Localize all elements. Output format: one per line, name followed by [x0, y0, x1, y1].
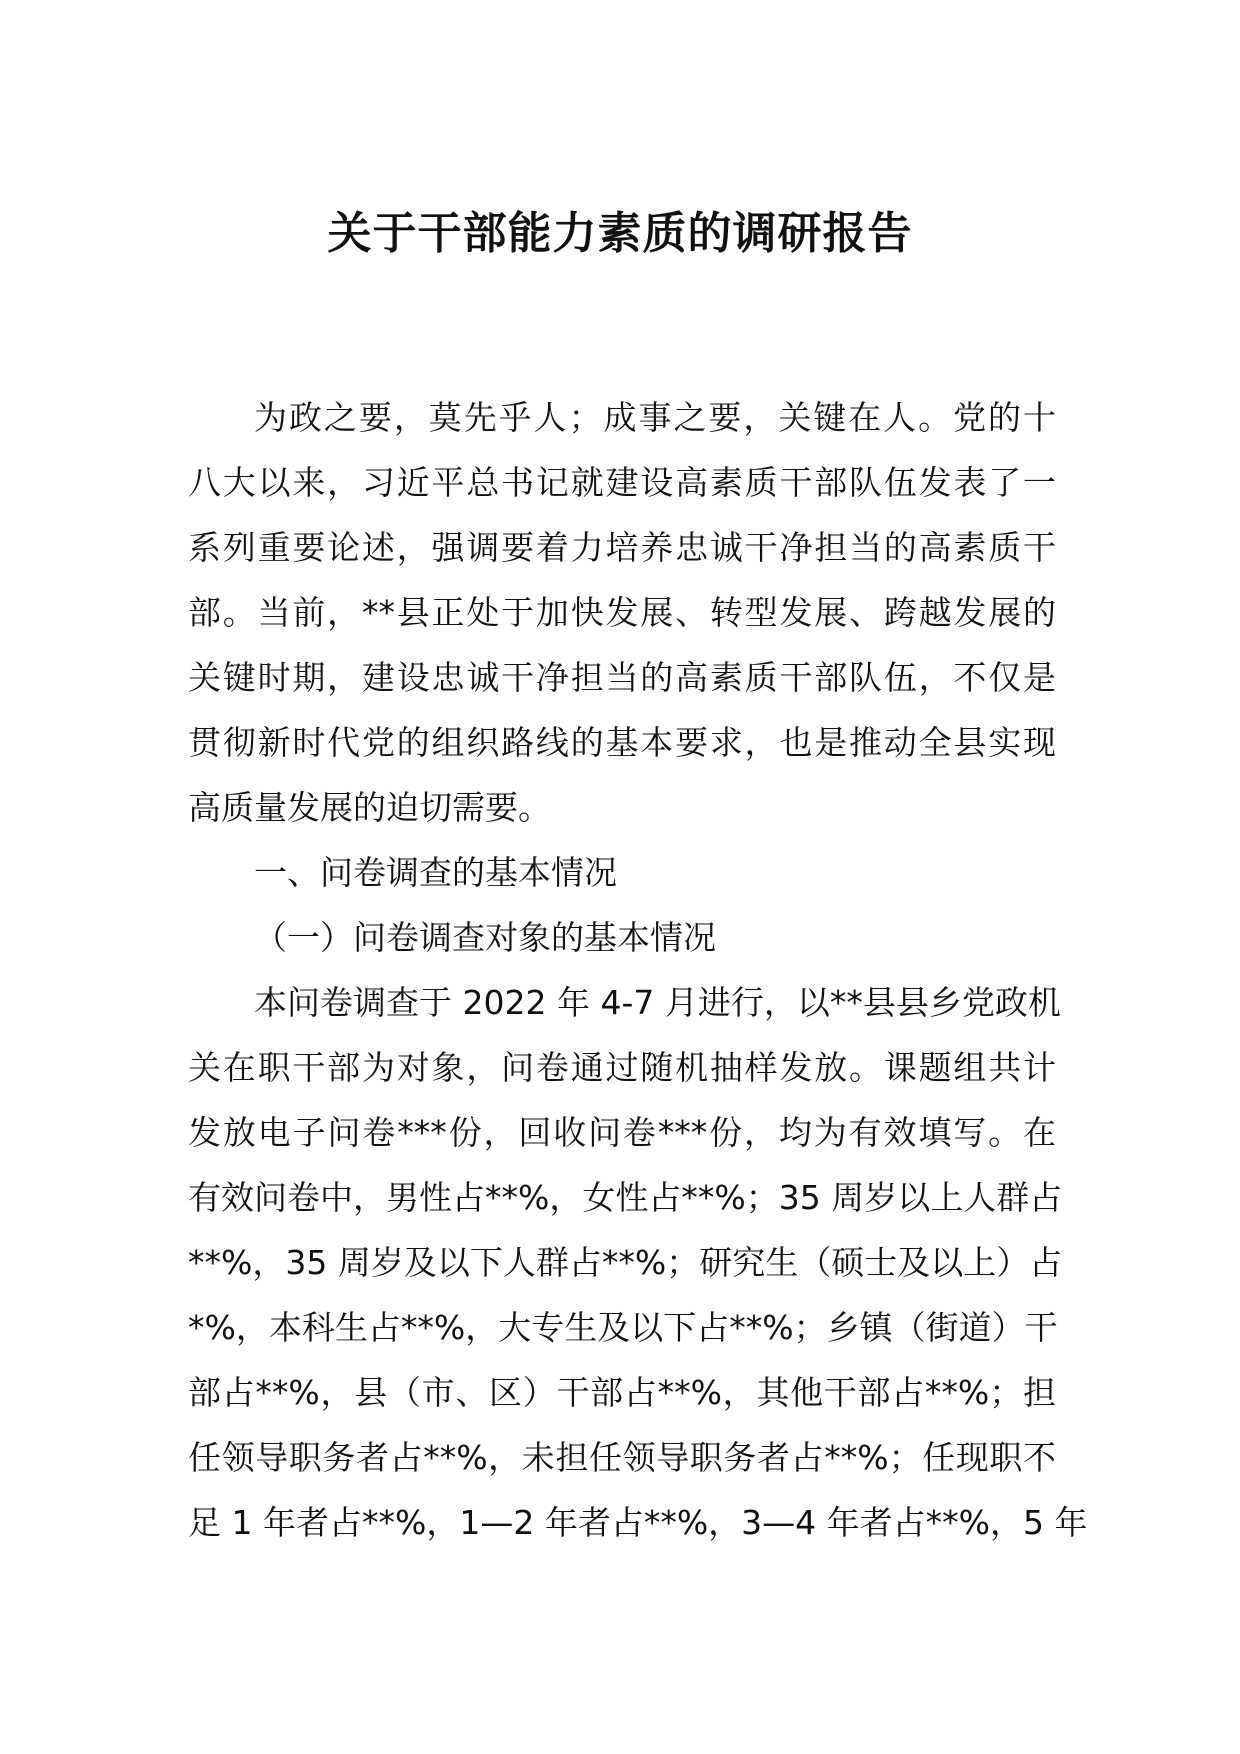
paragraph-1-line-2: 八大以来，习近平总书记就建设高素质干部队伍发表了一 [188, 463, 1056, 502]
paragraph-2-line-5: **%，35 周岁及以下人群占**%；研究生（硕士及以上）占 [188, 1243, 1063, 1282]
paragraph-1-line-5: 关键时期，建设忠诚干净担当的高素质干部队伍，不仅是 [188, 658, 1056, 697]
paragraph-2-line-1: 本问卷调查于 2022 年 4-7 月进行，以**县县乡党政机 [254, 983, 1061, 1022]
paragraph-2-line-2: 关在职干部为对象，问卷通过随机抽样发放。课题组共计 [188, 1048, 1056, 1087]
paragraph-2-line-3: 发放电子问卷***份，回收问卷***份，均为有效填写。在 [188, 1113, 1056, 1152]
paragraph-1-line-7: 高质量发展的迫切需要。 [188, 788, 551, 827]
paragraph-2-line-9: 足 1 年者占**%，1—2 年者占**%，3—4 年者占**%，5 年 [188, 1503, 1088, 1542]
document-title: 关于干部能力素质的调研报告 [327, 208, 913, 259]
paragraph-1-line-1: 为政之要，莫先乎人；成事之要，关键在人。党的十 [254, 398, 1056, 437]
paragraph-1-line-3: 系列重要论述，强调要着力培养忠诚干净担当的高素质干 [188, 528, 1056, 567]
paragraph-2-line-4: 有效问卷中，男性占**%，女性占**%；35 周岁以上人群占 [188, 1178, 1063, 1217]
paragraph-1-line-6: 贯彻新时代党的组织路线的基本要求，也是推动全县实现 [188, 723, 1056, 762]
paragraph-2-line-7: 部占**%，县（市、区）干部占**%，其他干部占**%；担 [188, 1373, 1056, 1412]
paragraph-2-line-6: *%，本科生占**%，大专生及以下占**%；乡镇（街道）干 [188, 1308, 1058, 1347]
document-body [188, 385, 1088, 1555]
subsection-heading-1: （一）问卷调查对象的基本情况 [254, 918, 716, 957]
paragraph-2-line-8: 任领导职务者占**%，未担任领导职务者占**%；任现职不 [188, 1438, 1056, 1477]
section-heading-1: 一、问卷调查的基本情况 [254, 853, 617, 892]
paragraph-1-line-4: 部。当前，**县正处于加快发展、转型发展、跨越发展的 [188, 593, 1056, 632]
